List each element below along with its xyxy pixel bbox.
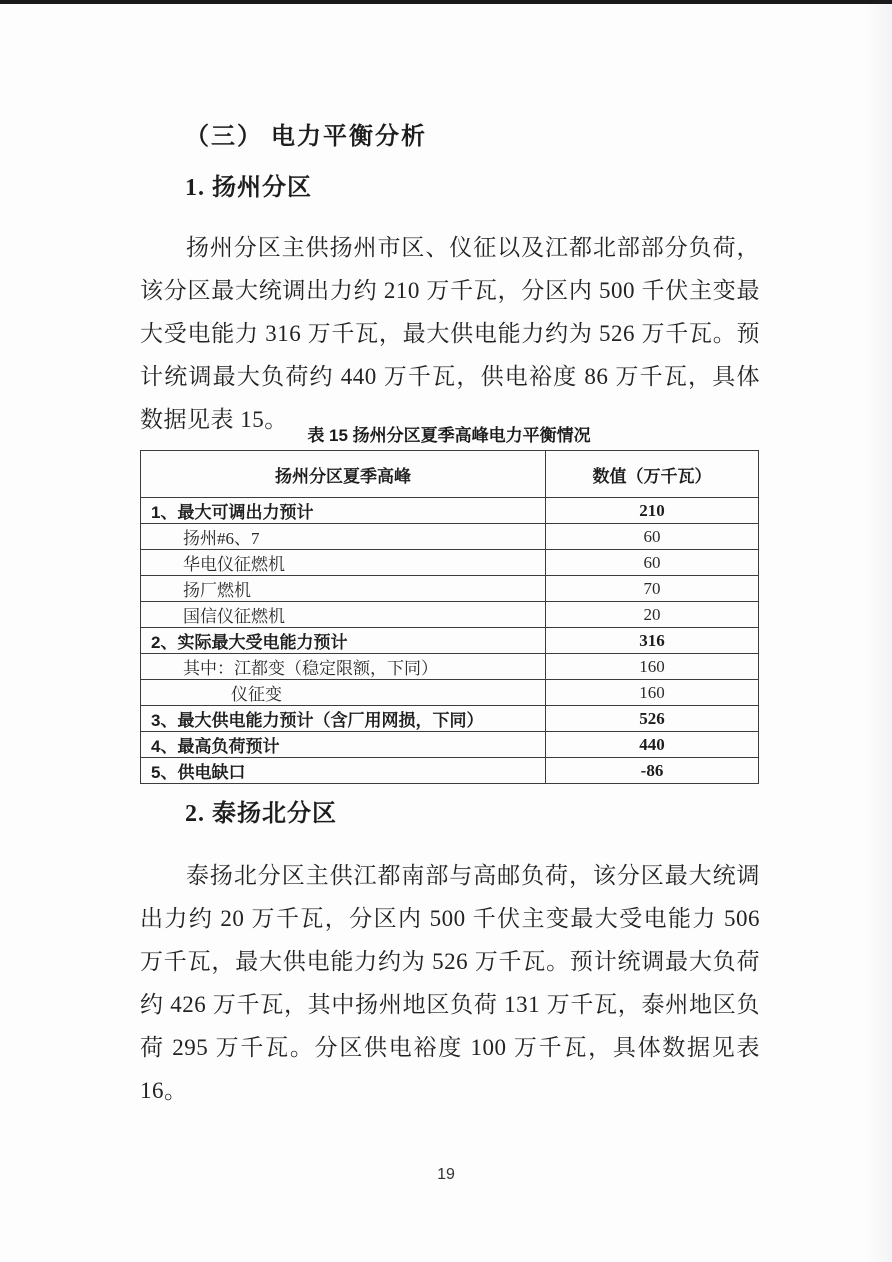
- section-heading: （三） 电力平衡分析: [185, 124, 427, 150]
- row-label: 3、最大供电能力预计（含厂用网损，下同）: [141, 706, 546, 732]
- table-row: [141, 498, 759, 524]
- subsection-1-paragraph: 扬州分区主供扬州市区、仪征以及江都北部部分负荷，该分区最大统调出力约 210 万千瓦，分区内 500 千伏主变最大受电能力 316 万千瓦，最大供电能力约为 526 万千瓦。预计统调最大负荷约 440 万千瓦，供电裕度 86 万千瓦，具体数据见表 15。: [140, 235, 760, 432]
- table-row: [141, 654, 759, 680]
- row-value: 316: [546, 628, 759, 654]
- power-balance-table: [140, 450, 759, 784]
- row-value: 160: [546, 680, 759, 706]
- row-value: 440: [546, 732, 759, 758]
- table-row: [141, 680, 759, 706]
- row-value: 526: [546, 706, 759, 732]
- row-label: 华电仪征燃机: [141, 550, 546, 576]
- row-value: 60: [546, 550, 759, 576]
- table-row: [141, 524, 759, 550]
- row-label: 4、最高负荷预计: [141, 732, 546, 758]
- subsection-1-heading: 1. 扬州分区: [185, 175, 312, 201]
- row-value: 210: [546, 498, 759, 524]
- row-value: 60: [546, 524, 759, 550]
- table-caption: 表 15 扬州分区夏季高峰电力平衡情况: [307, 426, 591, 445]
- table-header-value: 数值（万千瓦）: [546, 451, 759, 498]
- table-row: [141, 602, 759, 628]
- row-value: 70: [546, 576, 759, 602]
- row-label: 国信仪征燃机: [141, 602, 546, 628]
- table-header-category: 扬州分区夏季高峰: [141, 451, 546, 498]
- subsection-2-paragraph: 泰扬北分区主供江都南部与高邮负荷，该分区最大统调出力约 20 万千瓦，分区内 500 千伏主变最大受电能力 506 万千瓦，最大供电能力约为 526 万千瓦。预计统调最大负荷约 426 万千瓦，其中扬州地区负荷 131 万千瓦，泰州地区负荷 295 万千瓦。分区供电裕度 100 万千瓦，具体数据见表 16。: [140, 863, 760, 1103]
- row-value: 160: [546, 654, 759, 680]
- row-label: 1、最大可调出力预计: [141, 498, 546, 524]
- table-row: [141, 732, 759, 758]
- table-row: [141, 628, 759, 654]
- row-label: 2、实际最大受电能力预计: [141, 628, 546, 654]
- row-label: 扬厂燃机: [141, 576, 546, 602]
- table-row: [141, 550, 759, 576]
- row-value: -86: [546, 758, 759, 784]
- table-row: [141, 576, 759, 602]
- table-header-row: [141, 451, 759, 498]
- row-label: 其中：江都变（稳定限额，下同）: [141, 654, 546, 680]
- row-value: 20: [546, 602, 759, 628]
- row-label: 5、供电缺口: [141, 758, 546, 784]
- row-label: 扬州#6、7: [141, 524, 546, 550]
- table-body: [141, 498, 759, 784]
- row-label: 仪征变: [141, 680, 546, 706]
- subsection-2-heading: 2. 泰扬北分区: [185, 801, 337, 827]
- table-row: [141, 706, 759, 732]
- page-number: 19: [437, 1166, 455, 1183]
- table-row: [141, 758, 759, 784]
